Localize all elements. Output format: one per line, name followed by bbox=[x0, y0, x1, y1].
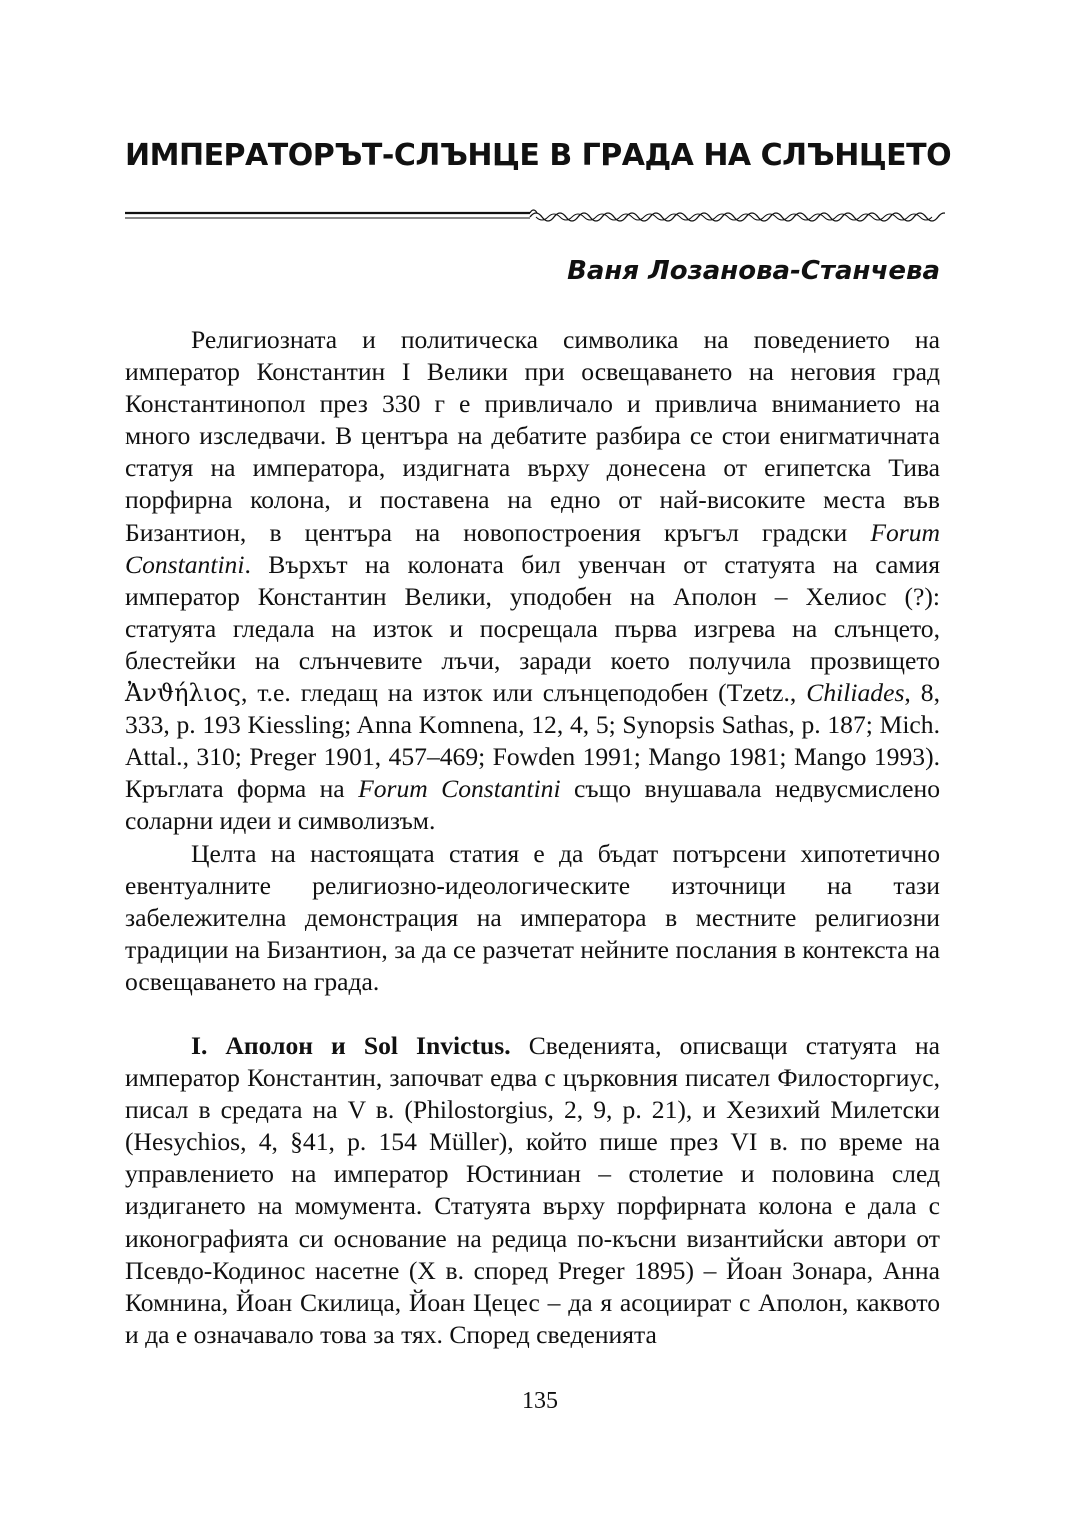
article-title: ИМПЕРАТОРЪТ-СЛЪНЦЕ В ГРАДА НА СЛЪНЦЕТО bbox=[125, 138, 952, 173]
paragraph-intro bbox=[125, 324, 940, 838]
paragraph-text: Сведенията, описващи статуята на император Константин, започват едва с църковния писател Филосторгиус, писал в средата на V в. (Philostorgius, 2, 9, p. 21), и Хезихий Милетски (Hesychios, 4, §41, p. 154 Müller), който пише през VI в. по време на управлението на император Юстиниан – столетие и половина след издигането на момумента. Статуята върху порфирната колона е дала с иконографията си основание на редица по-късни византийски автори от Псевдо-Кодинос насетне (X в. според Preger 1895) – Йоан Зонара, Анна Комнина, Йоан Скилица, Йоан Цецес – да я асоциират с Аполон, каквото и да е означавало това за тях. Според сведенията bbox=[125, 1030, 940, 1349]
paragraph-text: , т.е. гледащ на изток или слънцеподобен (Tzetz., bbox=[240, 678, 807, 708]
paragraph-text: . Върхът на колоната бил увенчан от статуята на самия император Константин Велики, уподобен на Аполон – Хелиос (?): статуята гледала на изток и посрещала първа изгрева на слънцето, блестейки на слънчевите лъчи, заради което получила прозвището bbox=[125, 549, 940, 675]
article-body bbox=[125, 324, 940, 1351]
title-ornament-divider bbox=[125, 205, 945, 225]
paragraph-text: също внушавала недвусмислено соларни идеи и символизъм. bbox=[125, 774, 940, 836]
italic-term: Chiliades bbox=[806, 678, 905, 708]
greek-term: Ἀνϑήλιος bbox=[125, 679, 241, 708]
page-number: 135 bbox=[522, 1388, 558, 1414]
italic-term: Forum Constantini bbox=[125, 517, 940, 579]
italic-term: Forum Constantini bbox=[358, 774, 561, 804]
paragraph-text: Религиозната и политическа символика на поведението на император Константин I Велики при освещаването на неговия град Константинопол през 330 г е привличало и привлича вниманието на много изследвачи. В центъра на дебатите разбира се стои енигматичната статуя на императора, издигната върху донесена от египетска Тива порфирна колона, и поставена на едно от най-високите места във Бизантион, в центъра на новопостроения кръгъл градски bbox=[125, 325, 940, 547]
paragraph-text: , 8, 333, p. 193 Kiessling; Anna Komnena, 12, 4, 5; Synopsis Sathas, p. 187; Mich. Attal., 310; Preger 1901, 457–469; Fowden 1991; Mango 1981; Mango 1993). Кръглата форма на bbox=[125, 678, 940, 804]
paragraph-aim: Целта на настоящата статия е да бъдат потърсени хипотетично евентуалните религиозно-идеологическите източници на тази забележителна демонстрация на императора в местните религиозни традиции на Бизантион, за да се разчетат нейните послания в контекста на освещаването на града. bbox=[125, 838, 940, 996]
article-author: Ваня Лозанова-Станчева bbox=[567, 256, 940, 286]
section-heading: I. Аполон и Sol Invictus. bbox=[191, 1030, 511, 1060]
paragraph-section-1 bbox=[125, 1030, 940, 1351]
